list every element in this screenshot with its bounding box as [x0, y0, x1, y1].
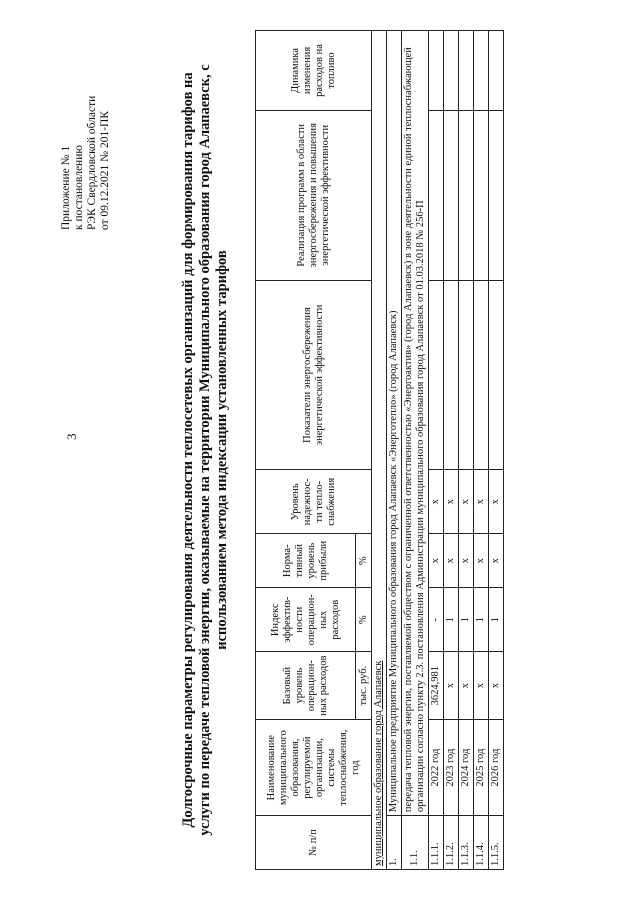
document-title: Долгосрочные параметры регулирования деятельности теплосетевых организаций для формирования тарифов на услуги по передаче тепловой энергии, оказываемые на территории Муниципального образования город Алапаевск, с использованием метода индексации установленных тарифов — [180, 64, 230, 836]
appendix-line: РЭК Свердловской области — [86, 95, 98, 230]
table-row — [387, 31, 402, 870]
header-base: Базовый уровень операцион-ных расходов — [256, 652, 356, 720]
row-base: х — [459, 652, 474, 720]
row-norm: х — [444, 534, 459, 588]
row-norm: х — [459, 534, 474, 588]
row-base: х — [444, 652, 459, 720]
row-num: 1.1.2. — [444, 816, 459, 870]
rotated-content — [60, 30, 590, 870]
row-num: 1.1.3. — [459, 816, 474, 870]
parameters-table — [255, 30, 504, 870]
unit-base: тыс. руб. — [356, 652, 372, 720]
header-index: Индекс эффектив-ности операцион-ных расходов — [256, 588, 356, 652]
row-num: 1.1.5. — [489, 816, 504, 870]
page-number: 3 — [64, 433, 79, 440]
row-year: 2024 год — [459, 720, 474, 816]
row-index: 1 — [459, 588, 474, 652]
unit-norm: % — [356, 534, 372, 588]
header-row — [256, 31, 356, 870]
row-num: 1.1.1. — [429, 816, 444, 870]
appendix-line: от 09.12.2021 № 201-ПК — [99, 110, 111, 230]
row-reliab: х — [429, 470, 444, 534]
header-norm: Норма-тивный уровень прибыли — [256, 534, 356, 588]
municipality-name: муниципальное образование город Алапаевск — [373, 660, 384, 866]
table-row — [444, 31, 459, 870]
table-row — [459, 31, 474, 870]
table-row — [489, 31, 504, 870]
row-year: 2022 год — [429, 720, 444, 816]
row-year: 2023 год — [444, 720, 459, 816]
header-energy: Показатели энергосбережения энергетической эффективности — [256, 280, 372, 470]
municipality-row — [372, 31, 387, 870]
row-text: Муниципальное предприятие Муниципального образования город Алапаевск «Энерготепло» (город Алапаевск) — [387, 31, 402, 816]
header-dynamics: Динамика изменения расходов на топливо — [256, 31, 372, 111]
table-row — [429, 31, 444, 870]
row-norm: х — [429, 534, 444, 588]
row-base: 3624,981 — [429, 652, 444, 720]
row-index: - — [429, 588, 444, 652]
row-year: 2026 год — [489, 720, 504, 816]
row-reliab: х — [459, 470, 474, 534]
row-base: х — [474, 652, 489, 720]
row-index: 1 — [444, 588, 459, 652]
appendix-line: к постановлению — [73, 145, 85, 230]
row-reliab: х — [489, 470, 504, 534]
appendix-line: Приложение № 1 — [60, 145, 72, 230]
row-num: 1. — [387, 816, 402, 870]
row-index: 1 — [474, 588, 489, 652]
row-base: х — [489, 652, 504, 720]
header-reliab: Уровень надежнос-ти тепло-снабжения — [256, 470, 372, 534]
row-reliab: х — [444, 470, 459, 534]
table-row — [402, 31, 429, 870]
row-norm: х — [474, 534, 489, 588]
appendix-block — [60, 30, 112, 230]
row-reliab: х — [474, 470, 489, 534]
row-index: 1 — [489, 588, 504, 652]
table-row — [474, 31, 489, 870]
row-num: 1.1.4. — [474, 816, 489, 870]
header-num: № п/п — [256, 816, 372, 870]
header-program: Реализация программ в области энергосбережения и повышения энергетической эффективности — [256, 110, 372, 280]
row-text: передача тепловой энергии, поставляемой обществом с ограниченной ответственностью «Энергоактив» (город Алапаевск) в зоне деятельности единой теплоснабжающей организации согласно пункту 2.3. постановления Администрации муниципального образования город Алапаевск от 01.03.2018 № 256-П — [402, 31, 429, 816]
row-norm: х — [489, 534, 504, 588]
row-num: 1.1. — [402, 816, 429, 870]
row-year: 2025 год — [474, 720, 489, 816]
header-name: Наименование муниципального образования, регулируемой организации, системы теплоснабжения, год — [256, 720, 372, 816]
unit-index: % — [356, 588, 372, 652]
